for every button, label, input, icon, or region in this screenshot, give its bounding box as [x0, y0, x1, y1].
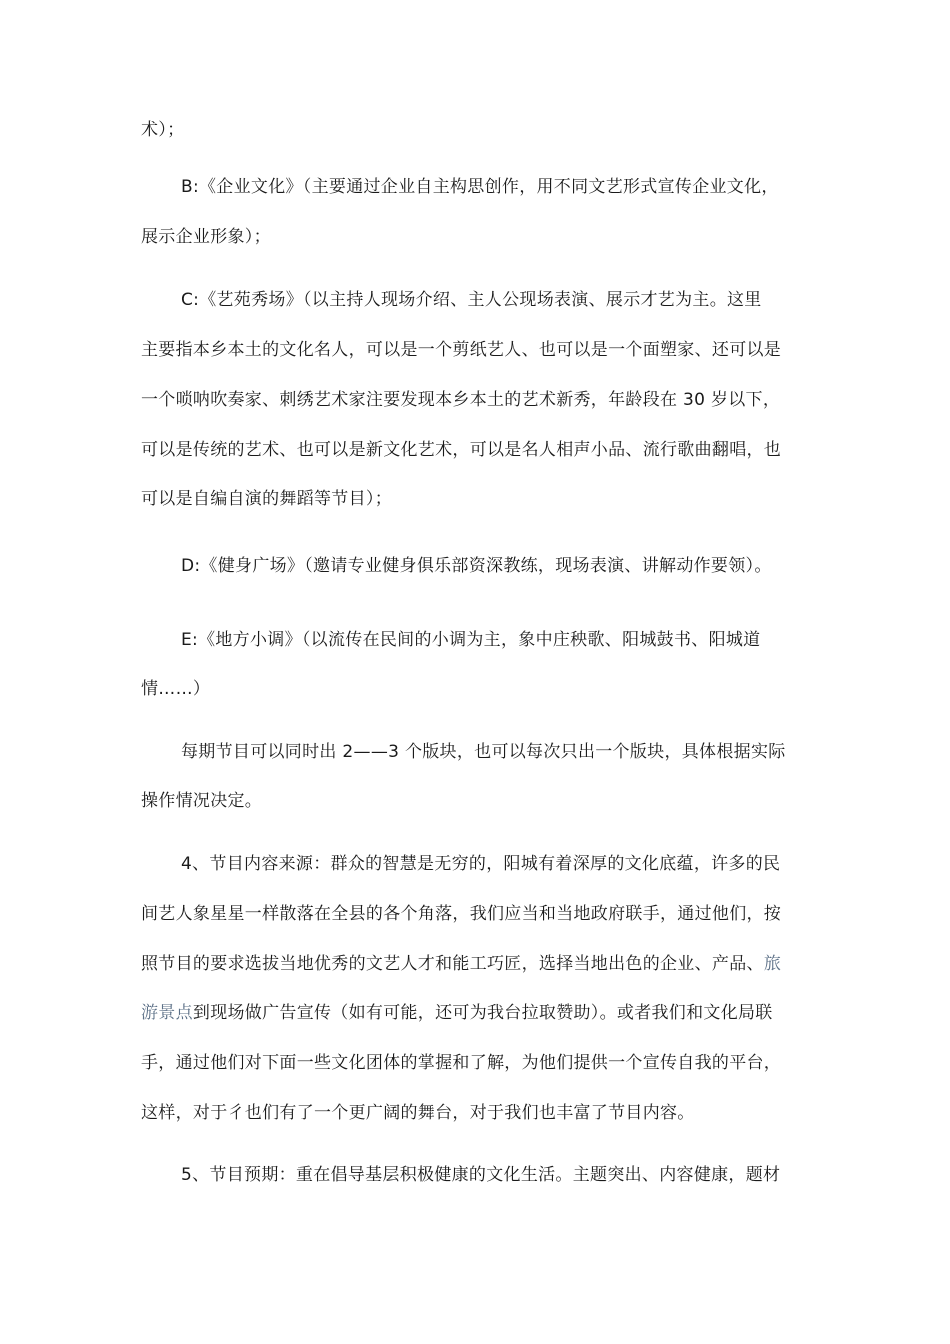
section-b-line-2: 展示企业形象）； — [141, 227, 271, 247]
item-4-line-2: 间艺人象星星一样散落在全县的各个角落，我们应当和当地政府联手，通过他们，按 — [141, 904, 782, 924]
section-c-line-4: 可以是传统的艺术、也可以是新文化艺术，可以是名人相声小品、流行歌曲翻唱，也 — [141, 440, 782, 460]
schedule-line-2: 操作情况决定。 — [141, 791, 263, 811]
tourism-link-continued[interactable]: 游景点 — [141, 1003, 193, 1023]
item-4-line-4-text: 到现场做广告宣传（如有可能，还可为我台拉取赞助）。或者我们和文化局联 — [192, 1003, 773, 1023]
section-c-line-1: C:《艺苑秀场》（以主持人现场介绍、主人公现场表演、展示才艺为主。这里 — [181, 290, 762, 310]
section-d-line-1: D:《健身广场》（邀请专业健身俱乐部资深教练，现场表演、讲解动作要领）。 — [181, 556, 772, 576]
section-c-line-3: 一个唢呐吹奏家、刺绣艺术家注要发现本乡本土的艺术新秀，年龄段在 30 岁以下， — [141, 390, 781, 410]
item-5-line-1: 5、节目预期：重在倡导基层积极健康的文化生活。主题突出、内容健康，题材 — [181, 1165, 781, 1185]
item-4-line-4 — [141, 1001, 773, 1025]
section-b-line-1: B:《企业文化》（主要通过企业自主构思创作，用不同文艺形式宣传企业文化， — [181, 177, 779, 197]
item-4-line-5: 手，通过他们对下面一些文化团体的掌握和了解，为他们提供一个宣传自我的平台， — [141, 1053, 782, 1073]
item-4-line-1: 4、节目内容来源：群众的智慧是无穷的，阳城有着深厚的文化底蕴，许多的民 — [181, 854, 781, 874]
schedule-line-1: 每期节目可以同时出 2——3 个版块，也可以每次只出一个版块，具体根据实际 — [181, 742, 786, 762]
section-c-line-5: 可以是自编自演的舞蹈等节目）； — [141, 489, 392, 509]
tourism-link[interactable]: 旅 — [763, 954, 782, 974]
section-c-line-2: 主要指本乡本土的文化名人，可以是一个剪纸艺人、也可以是一个面塑家、还可以是 — [141, 340, 782, 360]
item-4-line-3 — [141, 952, 781, 976]
item-4-line-6: 这样，对于彳也们有了一个更广阔的舞台，对于我们也丰富了节目内容。 — [141, 1103, 695, 1123]
paragraph-line: 术）； — [141, 120, 185, 140]
item-4-line-3-text: 照节目的要求选拔当地优秀的文艺人才和能工巧匠，选择当地出色的企业、产品、 — [141, 954, 764, 974]
section-e-line-2: 情……） — [141, 679, 211, 699]
section-e-line-1: E:《地方小调》（以流传在民间的小调为主，象中庄秧歌、阳城鼓书、阳城道 — [181, 630, 761, 650]
